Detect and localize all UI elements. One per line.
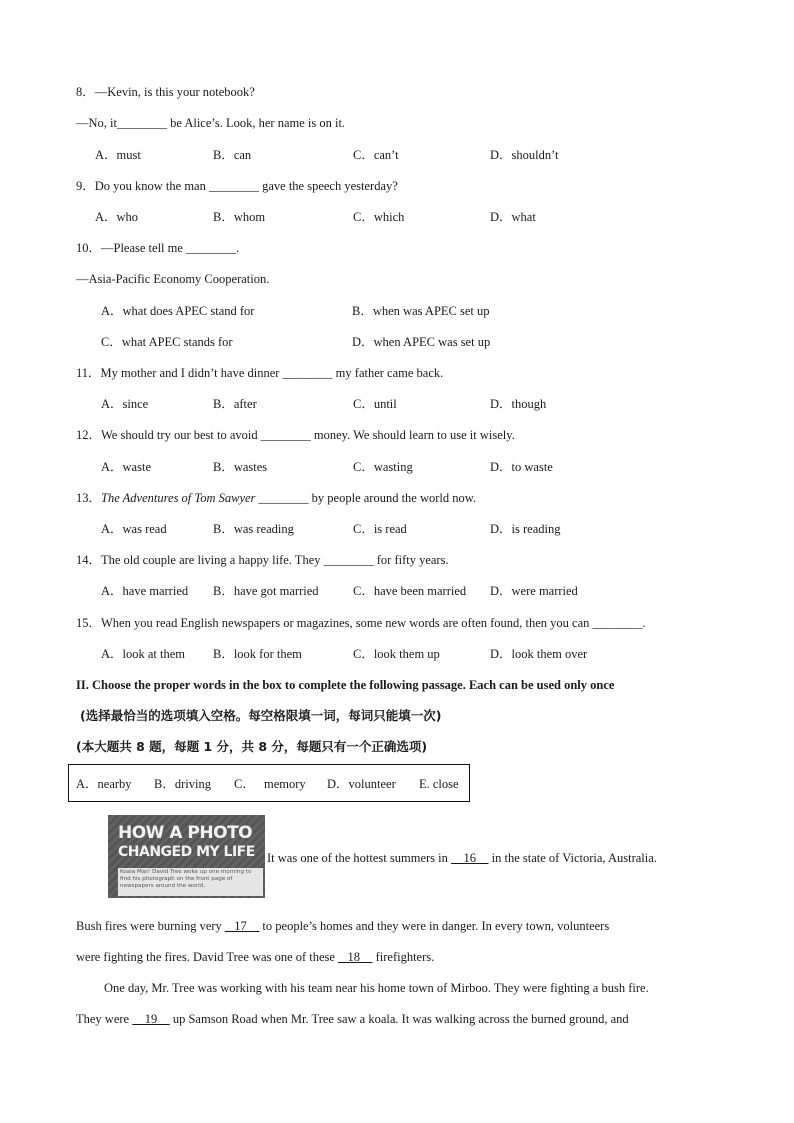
passage-line-5 bbox=[76, 1011, 629, 1027]
word-option-d: D．volunteer bbox=[327, 777, 396, 791]
q10-stem-line2: —Asia-Pacific Economy Cooperation. bbox=[76, 272, 270, 286]
q8-stem: 8．—Kevin, is this your notebook? bbox=[76, 85, 255, 99]
passage-line-4: One day, Mr. Tree was working with his team near his home town of Mirboo. They were fighting a bush fire. bbox=[104, 981, 649, 995]
q12-option-c: C．wasting bbox=[353, 460, 413, 474]
q8-option-a: A．must bbox=[95, 148, 141, 162]
q10-option-c: C．what APEC stands for bbox=[101, 335, 233, 349]
q10-option-a: A．what does APEC stand for bbox=[101, 304, 255, 318]
q11-option-c: C．until bbox=[353, 397, 397, 411]
q9-option-a: A．who bbox=[95, 210, 139, 224]
passage-text: to people’s homes and they were in danger. In every town, volunteers bbox=[259, 919, 610, 933]
q13-option-c: C．is read bbox=[353, 522, 407, 536]
q12-stem: 12．We should try our best to avoid ________ money. We should learn to use it wisely. bbox=[76, 428, 515, 442]
q9-option-c: C．which bbox=[353, 210, 405, 224]
passage-text: They were bbox=[76, 1012, 133, 1026]
q9-stem: 9．Do you know the man ________ gave the speech yesterday? bbox=[76, 179, 398, 193]
photo-headline-1: HOW A PHOTO bbox=[118, 823, 253, 843]
photo-headline-2: CHANGED MY LIFE bbox=[118, 844, 255, 860]
q15-option-b: B．look for them bbox=[213, 647, 302, 661]
q8-stem-line2: —No, it________ be Alice’s. Look, her name is on it. bbox=[76, 116, 346, 130]
q9-option-b: B．whom bbox=[213, 210, 266, 224]
blank-16: 16 bbox=[451, 851, 489, 865]
q11-option-b: B．after bbox=[213, 397, 257, 411]
how-a-photo-image bbox=[108, 815, 265, 898]
word-option-a: A．nearby bbox=[76, 777, 132, 791]
q9-option-d: D．what bbox=[490, 210, 536, 224]
q12-option-d: D．to waste bbox=[490, 460, 553, 474]
blank-17: 17 bbox=[224, 919, 260, 933]
q8-option-d: D．shouldn’t bbox=[490, 148, 559, 162]
photo-caption: Koala Man' David Tree woke up one morning to find his photograph on the front page of newspapers around the world. bbox=[118, 868, 263, 896]
q10-option-d: D．when APEC was set up bbox=[352, 335, 491, 349]
q13-stem-rest: ________ by people around the world now. bbox=[255, 491, 477, 505]
q14-option-b: B．have got married bbox=[213, 584, 319, 598]
passage-text: were fighting the fires. David Tree was one of these bbox=[76, 950, 339, 964]
q10-stem: 10．—Please tell me ________. bbox=[76, 241, 240, 255]
passage-text: It was one of the hottest summers in bbox=[267, 851, 451, 865]
q13-book-title: The Adventures of Tom Sawyer bbox=[101, 491, 256, 505]
q10-option-b: B．when was APEC set up bbox=[352, 304, 490, 318]
passage-text: Bush fires were burning very bbox=[76, 919, 225, 933]
passage-line-1 bbox=[267, 850, 657, 866]
q8-option-b: B．can bbox=[213, 148, 252, 162]
q13-option-b: B．was reading bbox=[213, 522, 294, 536]
blank-19: 19 bbox=[132, 1012, 170, 1026]
word-box bbox=[68, 764, 470, 802]
q12-option-a: A．waste bbox=[101, 460, 151, 474]
passage-text: up Samson Road when Mr. Tree saw a koala. It was walking across the burned ground, and bbox=[169, 1012, 629, 1026]
word-option-b: B．driving bbox=[154, 777, 211, 791]
q13-option-d: D．is reading bbox=[490, 522, 561, 536]
q15-option-d: D．look them over bbox=[490, 647, 588, 661]
q11-stem: 11．My mother and I didn’t have dinner ________ my father came back. bbox=[76, 366, 444, 380]
q14-option-a: A．have married bbox=[101, 584, 189, 598]
q15-stem: 15．When you read English newspapers or magazines, some new words are often found, then you can ________. bbox=[76, 616, 646, 630]
passage-line-3 bbox=[76, 949, 434, 965]
section2-title: II. Choose the proper words in the box to complete the following passage. Each can be used only once bbox=[76, 678, 615, 692]
passage-line-2 bbox=[76, 918, 609, 934]
section2-subtitle: (选择最恰当的选项填入空格。每空格限填一词，每词只能填一次) bbox=[80, 708, 442, 723]
q11-option-a: A．since bbox=[101, 397, 149, 411]
q13-number: 13． bbox=[76, 491, 102, 505]
word-option-c-label: C． bbox=[234, 777, 255, 791]
q14-option-d: D．were married bbox=[490, 584, 578, 598]
q14-option-c: C．have been married bbox=[353, 584, 467, 598]
q8-option-c: C．can’t bbox=[353, 148, 399, 162]
q11-option-d: D．though bbox=[490, 397, 547, 411]
word-option-e: E. close bbox=[419, 777, 459, 791]
q12-option-b: B．wastes bbox=[213, 460, 268, 474]
q15-option-a: A．look at them bbox=[101, 647, 186, 661]
q15-option-c: C．look them up bbox=[353, 647, 440, 661]
passage-text: in the state of Victoria, Australia. bbox=[488, 851, 657, 865]
q14-stem: 14．The old couple are living a happy life. They ________ for fifty years. bbox=[76, 553, 449, 567]
passage-text: firefighters. bbox=[372, 950, 435, 964]
word-option-c: memory bbox=[264, 777, 306, 791]
section2-note: (本大题共 8 题，每题 1 分，共 8 分，每题只有一个正确选项) bbox=[76, 739, 428, 754]
blank-18: 18 bbox=[338, 950, 373, 964]
q13-option-a: A．was read bbox=[101, 522, 167, 536]
q13-stem bbox=[76, 490, 476, 506]
